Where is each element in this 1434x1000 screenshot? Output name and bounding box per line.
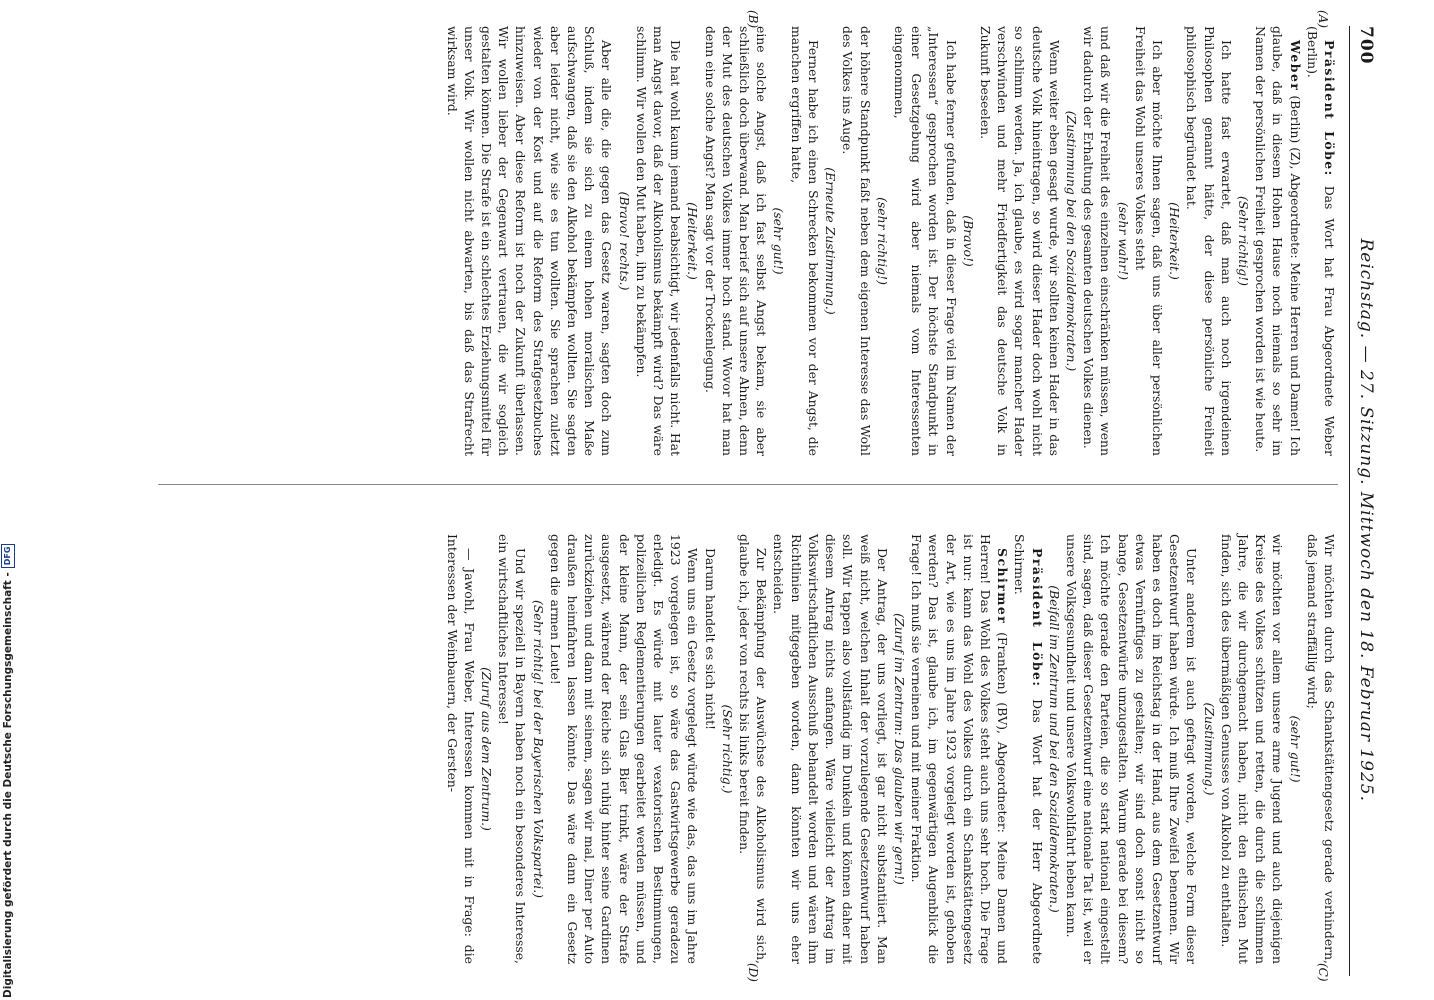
paragraph: Wir möchten durch das Schankstättengesetz gerade verhindern, daß jemand straffällig wird; (1304, 534, 1337, 964)
dfg-logo: DFG (1, 544, 15, 569)
left-column (443, 26, 1338, 456)
paragraph: Darum handelt es sich nicht! (702, 548, 718, 731)
paragraph: der höhere Standpunkt faßt neben dem eigenen Interesse das Wohl des Volkes ins Auge. (840, 26, 873, 456)
speaker-name: Präsident Löbe: (1322, 40, 1337, 177)
interjection: (Bravo!) (960, 215, 976, 267)
interjection: (sehr gut!) (771, 207, 787, 275)
speech-text: Das Wort hat der Herr Abgeordnete Schirmer. (1012, 534, 1045, 965)
interjection: (Zuruf aus dem Zentrum.) (479, 667, 495, 831)
page-header (1349, 26, 1382, 976)
interjection: (Heiterkeit.) (685, 202, 701, 280)
scanned-page (120, 8, 1400, 998)
speaker-paragraph (908, 534, 1011, 964)
paragraph: Zur Bekämpfung der Auswüchse des Alkoholismus wird sich, glaube ich, jeder von rechts bis links bereit finden. (737, 534, 770, 964)
interjection: (Bravo! rechts.) (616, 191, 632, 291)
paragraph: — Jawohl, Frau Weber, Interessen kommen mit in Frage: die Interessen der Weinbauern, der Gersten- (444, 534, 477, 964)
interjection: (Erneute Zustimmung.) (823, 167, 839, 315)
paragraph: wir möchten vor allem unsere arme Jugend und auch diejenigen Kreise des Volkes schützen und retten, die durch die schlimmen Jahre, die wir durchgemacht haben, nicht den ethischen Mut finden, sich des übermäßigen Genusses von Alkohol zu enthalten. (1218, 534, 1286, 964)
paragraph: Der Antrag, der uns vorliegt, ist gar nicht substantiiert. Man weiß nicht, welchen Inhalt der vorzulegende Gesetzentwurf haben soll. Wir tappen also vollständig im Dunkeln und können daher mit diesem Antrag nichts anfangen. Wäre vielleicht der Antrag im Volkswirtschaftlichen Ausschuß behandelt worden und wären ihm Richtlinien mitgegeben worden, dann könnten wir uns eher entscheiden. (771, 534, 890, 964)
digitization-credit (0, 546, 16, 998)
speaker-paragraph (1252, 26, 1304, 456)
interjection: (sehr gut!) (1287, 715, 1303, 783)
interjection: (Sehr richtig! bei der Bayerischen Volkspartei.) (530, 599, 546, 899)
running-title: Reichstag. — 27. Sitzung. Mittwoch den 18. Februar 1925. (1356, 238, 1376, 803)
paragraph: Die hat wohl kaum jemand beabsichtigt, wir jedenfalls nicht. Hat man Angst davor, daß der Alkoholismus bekämpft wird? Das wäre schlimm. Wir wollen den Mut haben, ihn zu bekämpfen. (633, 26, 684, 456)
speaker-name: Schirmer (995, 548, 1011, 625)
paragraph: Ich aber möchte Ihnen sagen, daß uns über aller persönlichen Freiheit das Wohl unseres Volkes steht (1132, 26, 1165, 456)
margin-mark-b: (B) (746, 10, 760, 29)
paragraph: Ich hatte fast erwartet, daß man auch noch irgendeinen Philosophen genannt hätte, der diese persönliche Freiheit philosophisch begründet hat. (1184, 26, 1234, 456)
interjection: (sehr wahr!) (1115, 201, 1131, 281)
interjection: (Zustimmung bei den Sozialdemokraten.) (1063, 110, 1079, 372)
speaker-paragraph (1304, 26, 1338, 456)
speaker-paragraph (1011, 534, 1045, 964)
paragraph: Unter anderem ist auch gefragt worden, welche Form dieser Gesetzentwurf haben würde. Ich muß Ihre Zweifel benennen. Wir haben es doch im Reichstag in der Hand, aus dem Gesetzentwurf etwas Vernünftiges zu gestalten; wir sind doch sonst nicht so bange, Gesetzentwürfe umzugestalten. Warum gerade bei diesem? Ich möchte gerade den Parteien, die so stark national eingestellt sind, sagen, daß dieser Gesetzentwurf eine nationale Tat ist, weil er unsere Volksgesundheit und unsere Volkswohlfahrt heben kann. (1063, 534, 1200, 964)
page-number: 700 (1356, 26, 1376, 65)
paragraph: Ferner habe ich einen Schrecken bekommen vor der Angst, die manchen ergriffen hatte, (788, 26, 821, 456)
interjection: (Zuruf im Zentrum: Das glauben wir gern!) (891, 613, 907, 885)
right-column (443, 534, 1338, 964)
interjection: (Beifall im Zentrum und bei den Sozialdemokraten.) (1046, 585, 1062, 913)
speech-text: (Franken) (BV), Abgeordneter: Meine Damen und Herren! Das Wohl des Volkes steht auch uns sehr hoch. Die Frage ist nur: kann das Wohl des Volkes durch ein Schankstättengesetz der Art, wie es uns im Jahre 1923 vorgelegt worden ist, gehoben werden? Das ist, glaube ich, im gegenwärtigen Augenblick die Frage! Ich muß sie verneinen und mit meiner Fraktion. (909, 534, 1011, 964)
speech-text: (Berlin) (Z), Abgeordnete: Meine Herren und Damen! Ich glaube, daß in diesem Hohen Hause noch niemals so sehr im Namen der persönlichen Freiheit gesprochen worden ist wie heute. (1253, 26, 1303, 456)
speaker-name: Präsident Löbe: (1029, 548, 1045, 688)
paragraph: Und wir speziell in Bayern haben noch ein besonderes Interesse, ein wirtschaftliches Interesse! (496, 534, 529, 964)
interjection: (sehr richtig!) (874, 197, 890, 285)
interjection: (Heiterkeit.) (1167, 202, 1183, 280)
paragraph: eine solche Angst, daß ich fast selbst Angst bekam, sie aber schließlich doch überwand. Man berief sich auf unsere Ahnen, denn der Mut des deutschen Volkes immer hoch stand. Wovor hat man denn eine solche Angst? Man sagt vor der Trockenlegung. (702, 26, 770, 456)
interjection: (Sehr richtig!) (1235, 196, 1251, 286)
margin-mark-d: (D) (746, 963, 760, 982)
interjection: (Zustimmung.) (1201, 702, 1217, 796)
margin-mark-a: (A) (1316, 10, 1330, 29)
paragraph: Wenn uns ein Gesetz vorgelegt würde wie das, das uns im Jahre 1923 vorgelegen ist, so wäre das Gastwirtsgewerbe geradezu erledigt. Es würde mit lauter vexatorischen Bestimmungen, polizeilichen Reglementierungen gearbeitet werden müssen, und der kleine Mann, der sein Glas Bier trinkt, wäre der Strafe ausgesetzt, während der Reiche sich ruhig hinter seine Gardinen zurückziehen und dann mit seinem, sagen wir mal, Diner per Auto draußen heimfahren lassen könnte. Das wäre dann ein Gesetz gegen die armen Leute! (547, 534, 701, 964)
speech-text: Das Wort hat Frau Abgeordnete Weber (Berlin). (1304, 26, 1337, 456)
paragraph: Wenn weiter eben gesagt wurde, wir sollten keinen Hader in das deutsche Volk hineintragen, so wird dieser Hader doch wohl nicht so schlimm werden. Ja, ich glaube, es wird sogar mancher Hader verschwinden und mehr Friedfertigkeit das deutsche Volk in Zukunft beseelen. (977, 26, 1062, 456)
column-divider (158, 484, 1338, 485)
paragraph: Aber alle die, die gegen das Gesetz waren, sagten doch zum Schluß, indem sie sich zu einem hohen moralischen Maße aufschwangen, daß sie den Alkohol bekämpfen wollten. Sie sagten aber leider nicht, wie sie es tun wollten. Sie sprachen zuletzt wieder von der Kost und auf die Reform des Strafgesetzbuches hinzuweisen. Aber diese Reform ist noch der Zukunft überlassen. Wir wollen lieber der Gegenwart vertrauen, die wir sogleich gestalten können. Die Strafe ist ein schlechtes Erziehungsmittel für unser Volk. Wir wollen nicht abwarten, bis daß das Strafrecht wirksam wird. (444, 26, 615, 456)
interjection: (Sehr richtig.) (719, 704, 735, 794)
credit-text: Digitalisierung gefördert durch die Deutsche Forschungsgemeinschaft - (2, 572, 14, 998)
speaker-name: Weber (1287, 40, 1303, 92)
paragraph: und daß wir die Freiheit des einzelnen einschränken müssen, wenn wir dadurch der Erhaltung des gesamten deutschen Volkes dienen. (1081, 26, 1114, 456)
margin-mark-c: (C) (1316, 963, 1330, 982)
paragraph: Ich habe ferner gefunden, daß in dieser Frage viel im Namen der „Interessen“ gesprochen worden ist. Der höchste Standpunkt in einer Gesetzgebung wird aber niemals vom Interessenten eingenommen, (891, 26, 959, 456)
